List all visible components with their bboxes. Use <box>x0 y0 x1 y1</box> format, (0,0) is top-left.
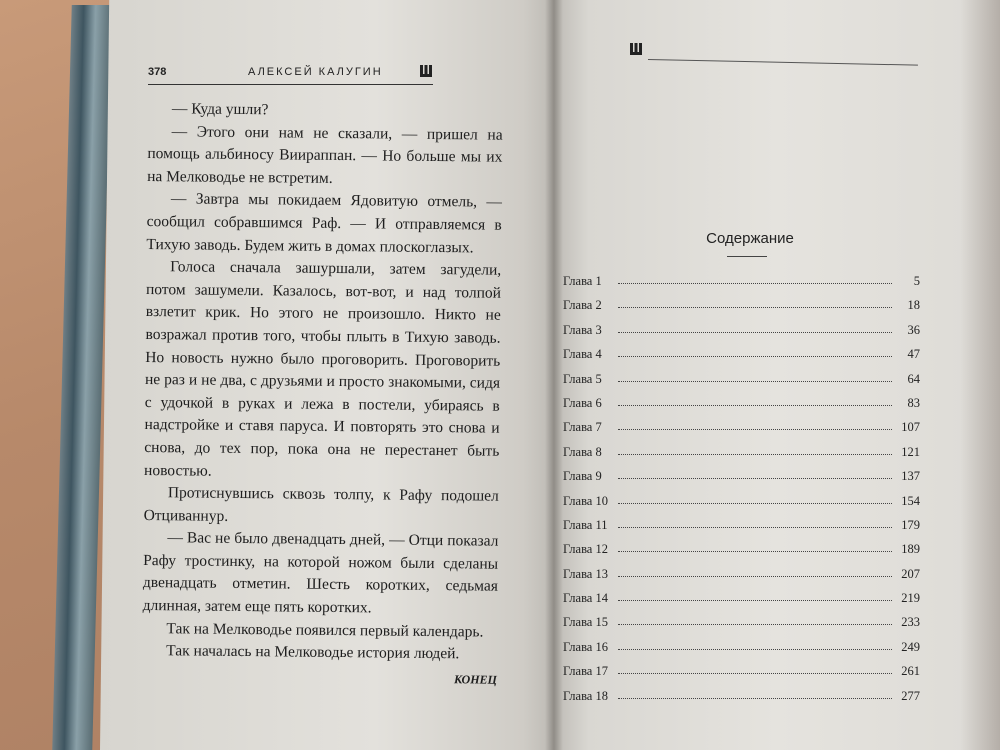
chapter-label: Глава 12 <box>563 542 608 557</box>
chapter-page-number: 154 <box>901 493 920 508</box>
toc-entry <box>563 490 920 514</box>
chapter-page-number: 36 <box>907 322 920 337</box>
toc-entry <box>563 270 920 294</box>
leader-dots <box>618 283 892 284</box>
paragraph: — Завтра мы покидаем Ядовитую отмель, — сообщил собравшимся Раф. — И отправляемся в Тихую заводь. Будем жить в домах плоскоглазых. <box>146 190 503 256</box>
chapter-label: Глава 15 <box>563 615 608 630</box>
chapter-label: Глава 3 <box>563 322 602 337</box>
chapter-label: Глава 9 <box>563 469 602 484</box>
end-mark: КОНЕЦ <box>453 672 498 687</box>
leader-dots <box>618 381 892 382</box>
paragraph: Так началась на Мелководье история людей. <box>166 642 460 663</box>
chapter-page-number: 189 <box>901 542 920 557</box>
leader-dots <box>618 429 892 430</box>
chapter-label: Глава 4 <box>563 347 602 362</box>
table-of-contents <box>563 270 920 709</box>
toc-entry <box>563 441 920 465</box>
publisher-logo-icon <box>419 64 433 78</box>
paragraph: — Куда ушли? <box>171 100 269 119</box>
chapter-page-number: 137 <box>901 469 920 484</box>
leader-dots <box>618 551 892 552</box>
toc-entry <box>563 611 920 635</box>
book-gutter <box>545 0 563 750</box>
chapter-page-number: 249 <box>901 639 920 654</box>
chapter-page-number: 64 <box>907 371 920 386</box>
chapter-label: Глава 10 <box>563 493 608 508</box>
toc-entry <box>563 392 920 416</box>
chapter-label: Глава 17 <box>563 664 608 679</box>
leader-dots <box>618 527 892 528</box>
chapter-page-number: 121 <box>901 444 920 459</box>
chapter-page-number: 261 <box>901 664 920 679</box>
toc-entry <box>563 685 920 709</box>
leader-dots <box>618 576 892 577</box>
leader-dots <box>618 332 892 333</box>
title-underline <box>727 256 767 257</box>
chapter-label: Глава 6 <box>563 395 602 410</box>
running-header <box>148 64 433 85</box>
leader-dots <box>618 649 892 650</box>
chapter-page-number: 179 <box>901 517 920 532</box>
chapter-page-number: 83 <box>907 395 920 410</box>
paragraph: Голоса сначала зашуршали, затем загудели, потом зашумели. Казалось, вот-вот, и над толпой взлетит крик. Но этого не произошло. Никто не возражал против того, чтобы плыть в Тихую заводь. Но новость нужно было проговорить. Проговорить не раз и не два, с друзьями и просто знакомыми, сидя с удочкой в руках и лежа в постели, убираясь в надстройке и ставя паруса. И повторять это снова и снова, до тех пор, пока она не перестанет быть новостью. <box>144 258 502 480</box>
chapter-page-number: 5 <box>913 274 920 288</box>
leader-dots <box>618 673 892 674</box>
chapter-label: Глава 18 <box>563 688 608 703</box>
chapter-label: Глава 13 <box>563 566 608 581</box>
publisher-logo-icon <box>629 42 643 56</box>
leader-dots <box>618 356 892 357</box>
chapter-label: Глава 14 <box>563 591 608 606</box>
author-name: АЛЕКСЕЙ КАЛУГИН <box>248 66 383 78</box>
leader-dots <box>618 600 892 601</box>
toc-entry <box>563 587 920 611</box>
leader-dots <box>618 698 892 699</box>
toc-entry <box>563 465 920 489</box>
toc-entry <box>563 343 920 367</box>
page-number: 378 <box>148 66 167 78</box>
toc-entry <box>563 660 920 684</box>
chapter-page-number: 47 <box>907 347 920 362</box>
leader-dots <box>618 405 892 406</box>
chapter-label: Глава 5 <box>563 371 602 386</box>
leader-dots <box>618 478 892 479</box>
toc-entry <box>563 416 920 440</box>
toc-entry <box>563 514 920 538</box>
chapter-label: Глава 11 <box>563 517 608 532</box>
chapter-page-number: 219 <box>901 591 920 606</box>
toc-entry <box>563 563 920 587</box>
toc-entry <box>563 319 920 343</box>
chapter-label: Глава 2 <box>563 298 602 313</box>
leader-dots <box>618 454 892 455</box>
chapter-page-number: 233 <box>901 615 920 630</box>
paragraph: Так на Мелководье появился первый календарь. <box>166 619 484 641</box>
paragraph: — Вас не было двенадцать дней, — Отци показал Рафу тростинку, на которой ножом были сделаны двенадцать отметин. Шесть коротких, седьмая длинная, затем еще пять коротких. <box>142 529 499 617</box>
chapter-page-number: 107 <box>901 420 920 435</box>
toc-entry <box>563 636 920 660</box>
contents-title: Содержание <box>706 230 794 247</box>
paragraph: Протиснувшись сквозь толпу, к Рафу подошел Отциваннур. <box>143 484 499 525</box>
toc-entry <box>563 538 920 562</box>
story-text <box>142 98 503 691</box>
toc-entry <box>563 368 920 392</box>
page-shadow <box>960 0 1000 750</box>
leader-dots <box>618 307 892 308</box>
chapter-label: Глава 16 <box>563 639 608 654</box>
chapter-label: Глава 7 <box>563 420 602 435</box>
chapter-page-number: 277 <box>901 688 920 703</box>
chapter-page-number: 18 <box>907 298 920 313</box>
leader-dots <box>618 624 892 625</box>
chapter-label: Глава 8 <box>563 444 602 459</box>
leader-dots <box>618 503 892 504</box>
chapter-page-number: 207 <box>901 566 920 581</box>
paragraph: — Этого они нам не сказали, — пришел на помощь альбиносу Виираппан. — Но больше мы их на Мелководье не встретим. <box>147 122 503 187</box>
chapter-label: Глава 1 <box>563 274 602 288</box>
toc-entry <box>563 294 920 318</box>
